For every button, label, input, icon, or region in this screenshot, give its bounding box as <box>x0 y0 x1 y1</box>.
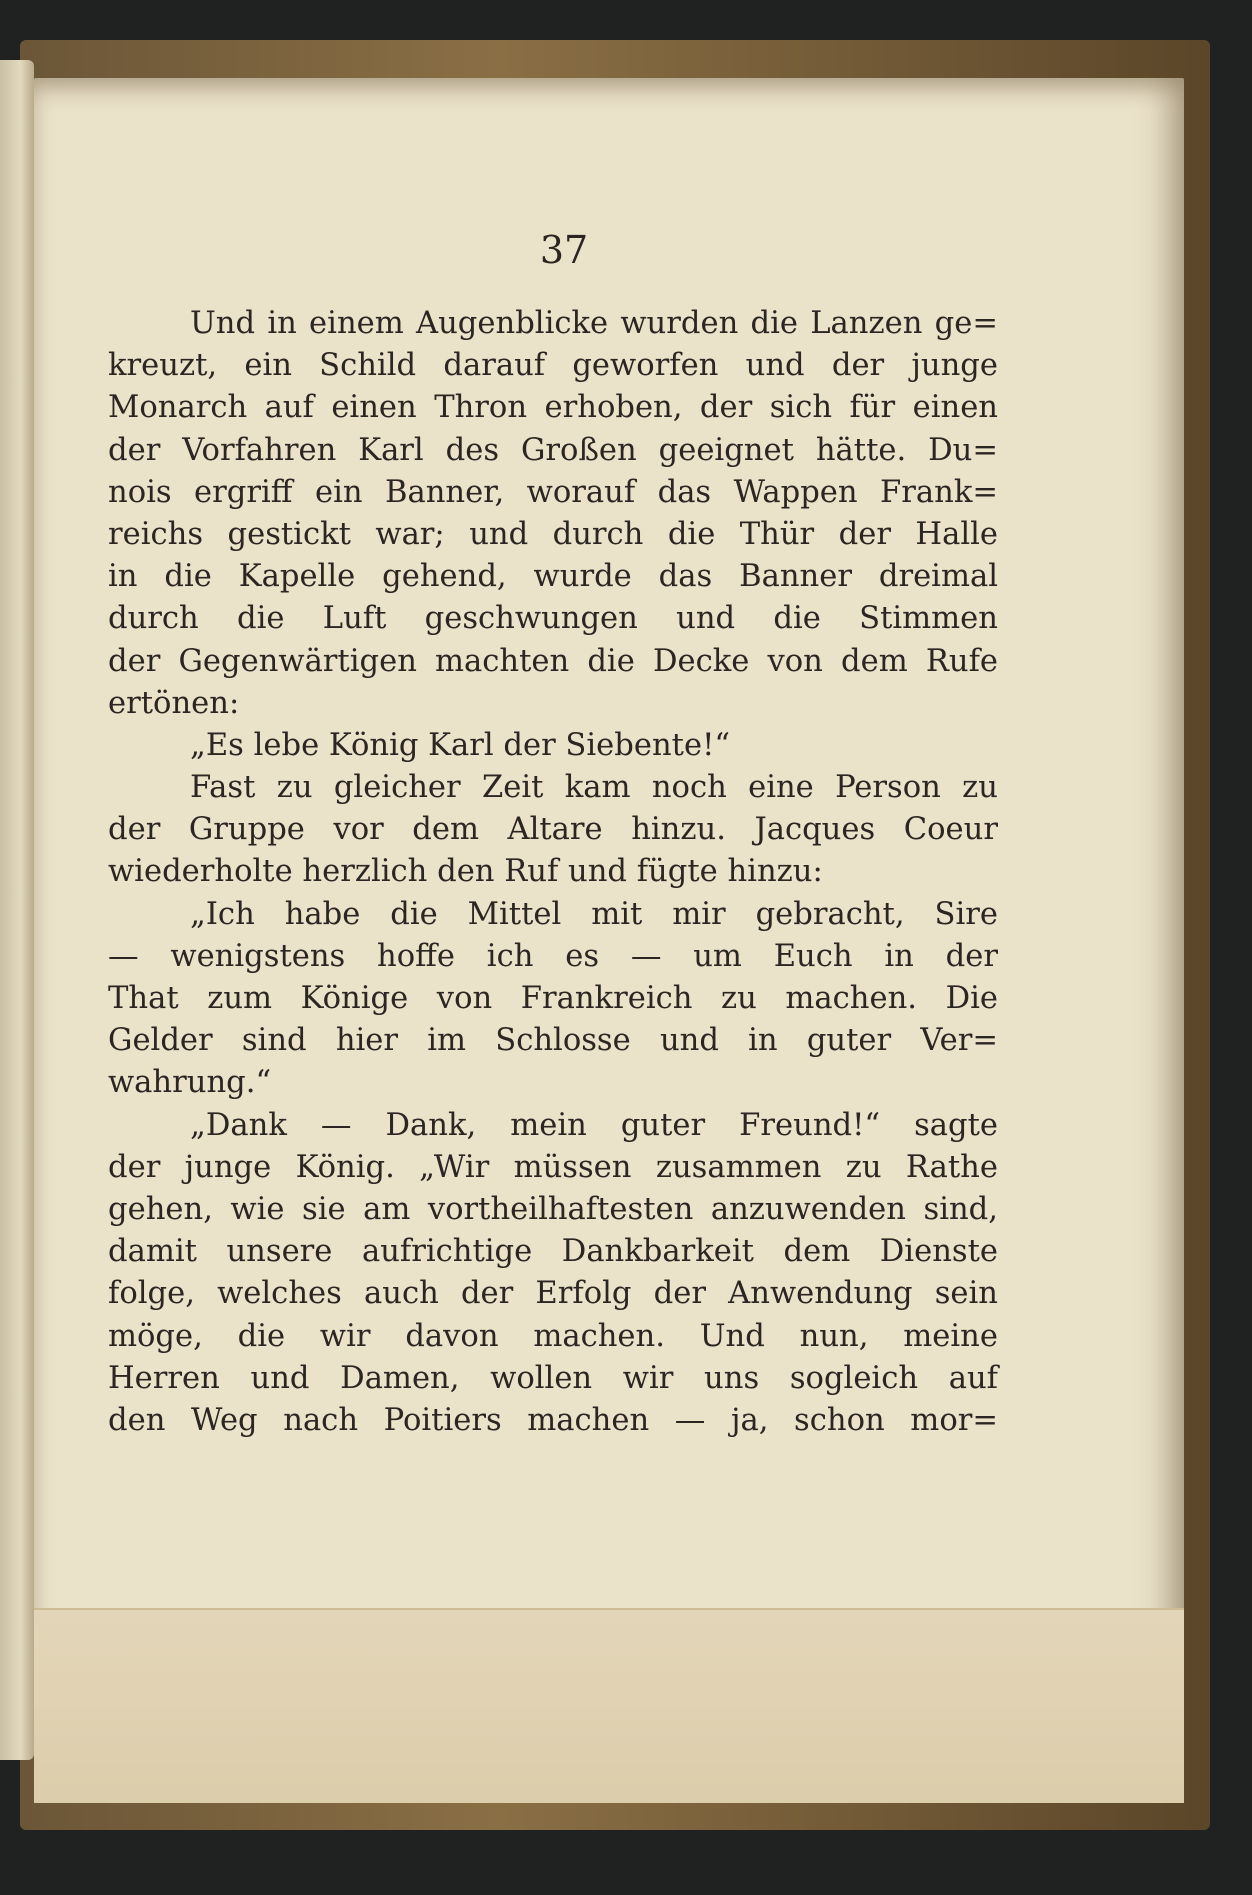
page-sheet <box>34 78 1184 1803</box>
text-line: reichs gestickt war; und durch die Thür der Halle <box>108 516 998 552</box>
text-line: durch die Luft geschwungen und die Stimmen <box>108 601 998 637</box>
text-line: nois ergriff ein Banner, worauf das Wappen Frank= <box>108 474 998 510</box>
body-text <box>108 303 998 1442</box>
previous-page-edge <box>0 60 34 1760</box>
text-line: — wenigstens hoffe ich es — um Euch in der <box>108 938 998 974</box>
text-line: möge, die wir davon machen. Und nun, meine <box>108 1318 998 1354</box>
text-line: der junge König. „Wir müssen zusammen zu Rathe <box>108 1149 998 1185</box>
text-line: „Es lebe König Karl der Siebente!“ <box>190 727 731 763</box>
text-line: damit unsere aufrichtige Dankbarkeit dem Dienste <box>108 1234 998 1270</box>
text-line: der Gegenwärtigen machten die Decke von dem Rufe <box>108 643 998 679</box>
text-line: Und in einem Augenblicke wurden die Lanzen ge= <box>190 306 998 341</box>
page-number: 37 <box>539 228 589 272</box>
text-line: Monarch auf einen Thron erhoben, der sich für einen <box>108 390 998 426</box>
text-line: That zum Könige von Frankreich zu machen. Die <box>108 981 998 1016</box>
text-line: gehen, wie sie am vortheilhaftesten anzuwenden sind, <box>108 1191 998 1227</box>
text-line: wiederholte herzlich den Ruf und fügte hinzu: <box>108 854 823 890</box>
text-line: Gelder sind hier im Schlosse und in guter Ver= <box>108 1023 998 1059</box>
text-line: den Weg nach Poitiers machen — ja, schon mor= <box>108 1402 998 1438</box>
text-line: folge, welches auch der Erfolg der Anwendung sein <box>108 1276 998 1312</box>
text-line: der Vorfahren Karl des Großen geeignet hätte. Du= <box>108 432 998 468</box>
text-line: der Gruppe vor dem Altare hinzu. Jacques Coeur <box>108 812 998 848</box>
text-line: wahrung.“ <box>108 1065 272 1101</box>
text-line: kreuzt, ein Schild darauf geworfen und der junge <box>108 348 998 384</box>
text-line: „Ich habe die Mittel mit mir gebracht, Sire <box>190 896 998 932</box>
text-line: Fast zu gleicher Zeit kam noch eine Person zu <box>190 770 998 806</box>
text-line: Herren und Damen, wollen wir uns sogleich auf <box>108 1360 998 1396</box>
text-line: ertönen: <box>108 685 240 721</box>
page-stain <box>34 1608 1184 1803</box>
text-line: „Dank — Dank, mein guter Freund!“ sagte <box>190 1107 998 1143</box>
text-line: in die Kapelle gehend, wurde das Banner dreimal <box>108 559 998 595</box>
